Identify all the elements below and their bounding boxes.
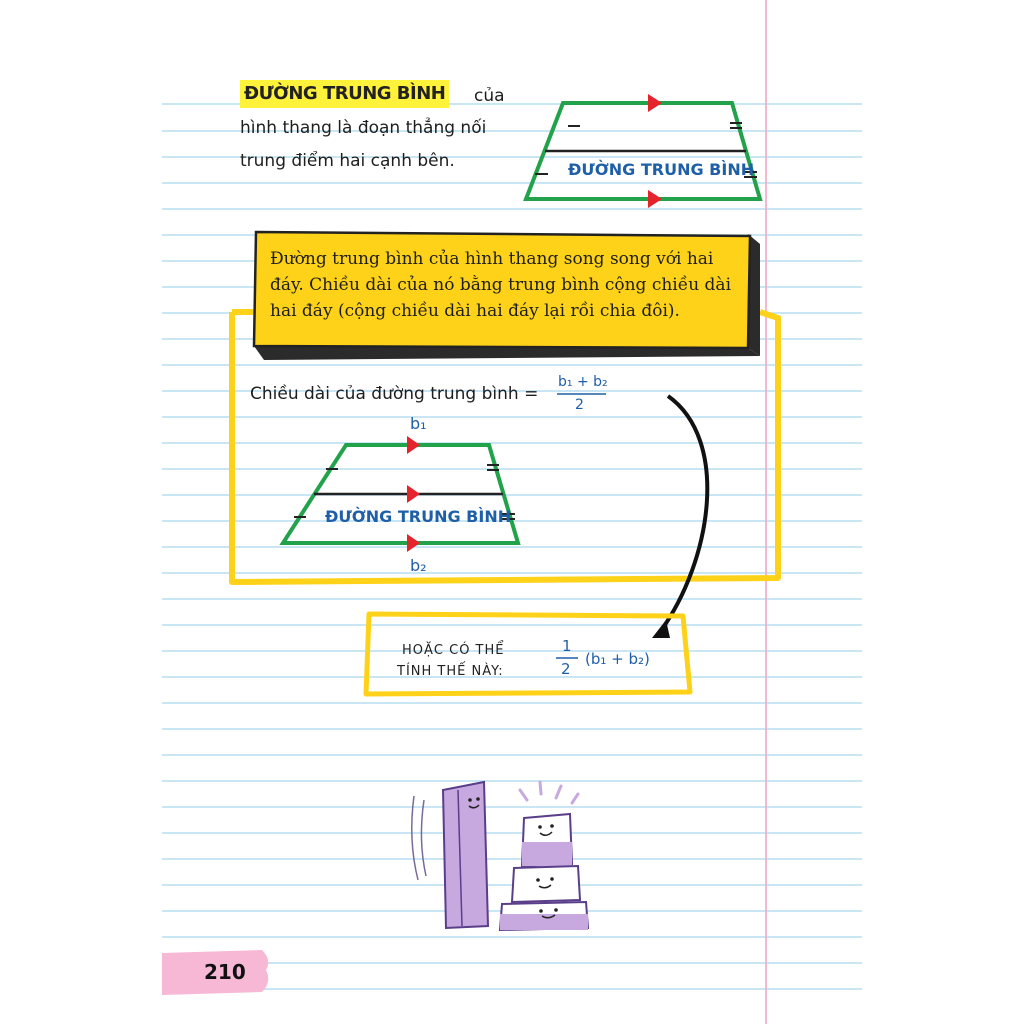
top-base-label: b₁: [410, 414, 427, 433]
top-midline-label: ĐƯỜNG TRUNG BÌNH: [568, 160, 755, 179]
callout-text: [270, 246, 740, 324]
bottom-base-label: b₂: [410, 556, 427, 575]
alt-numerator: 1: [562, 637, 572, 655]
bottom-midline-label: ĐƯỜNG TRUNG BÌNH: [325, 507, 512, 526]
alt-denominator: 2: [561, 660, 571, 678]
callout-line2: đáy. Chiều dài của nó bằng trung bình cộng chiều dài: [270, 275, 732, 295]
alt-line1: HOẶC CÓ THỂ: [402, 643, 505, 658]
bottom-trapezoid-diagram: [283, 436, 518, 552]
block-characters-illustration: [412, 782, 588, 930]
term-highlight: [240, 80, 449, 108]
top-trapezoid-diagram: [526, 94, 760, 208]
formula-label: Chiều dài của đường trung bình =: [250, 384, 539, 404]
page-number: 210: [204, 960, 246, 984]
definition-line2: hình thang là đoạn thẳng nối: [240, 118, 487, 138]
formula-numerator: b₁ + b₂: [558, 374, 608, 390]
definition-line1-rest: của: [474, 86, 505, 106]
callout-line1: Đường trung bình của hình thang song song với hai: [270, 249, 714, 269]
alt-line2: TÍNH THẾ NÀY:: [397, 664, 504, 679]
term-title: ĐƯỜNG TRUNG BÌNH: [244, 83, 446, 104]
formula-denominator: 2: [575, 397, 584, 413]
definition-line3: trung điểm hai cạnh bên.: [240, 151, 455, 171]
callout-line3: hai đáy (cộng chiều dài hai đáy lại rồi chia đôi).: [270, 301, 680, 321]
curved-arrow: [660, 396, 707, 632]
alt-expression: (b₁ + b₂): [585, 650, 650, 668]
